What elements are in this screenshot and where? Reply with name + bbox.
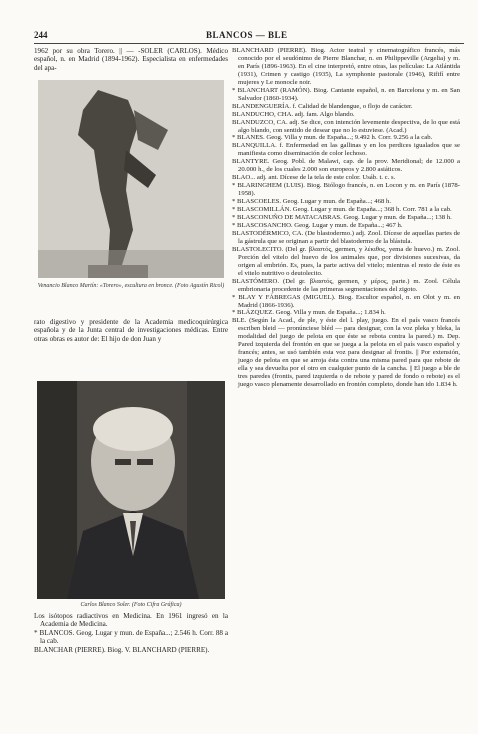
entry-blao: BLAO... adj. ant. Dícese de la tela de este color. Usáb. t. c. s. [232, 174, 396, 182]
left-middle-paragraph: rato digestivo y presidente de la Academia medicoquirúrgica española y de la Junta central de investigaciones médicas. Entre otras obras es autor de: El hijo de don Juan y [34, 318, 228, 343]
left-bottom-paragraph: Los isótopos radiactivos en Medicina. En 1961 ingresó en la Academia de Medicina. [34, 612, 228, 629]
entry-blanchart: * BLANCHART (RAMÓN). Biog. Cantante español, n. en Barcelona y m. en San Salvador (1860-1934). [232, 86, 460, 102]
running-head: BLANCOS — BLE [206, 30, 288, 40]
entry-blanducho: BLANDUCHO, CHA. adj. fam. Algo blando. [232, 110, 355, 118]
entry-blanquilla: BLANQUILLA. f. Enfermedad en las gallinas y en los perdices igualados que se manifiesta como diseminación de color lechoso. [232, 142, 460, 158]
entry-blandengueria: BLANDENGUERÍA. f. Calidad de blandengue, o flojo de carácter. [232, 102, 413, 110]
entry-blastolecito: BLASTOLECITO. (Del gr. βλαστός, germen, y λέκιθος, yema de huevo.) m. Zool. Porción del vitelo del huevo de los animales que, por divisiones sucesivas, da origen al embrión. Es, pues, la parte activa del vitelo; mientras el resto de éste es el vitelo nutritivo o deutolecito. [232, 245, 460, 277]
entry-blascomillan: * BLASCOMILLÁN. Geog. Lugar y mun. de España...; 368 h. Corr. 781 a la cab. [232, 206, 452, 214]
entry-blanchar: BLANCHAR (PIERRE). Biog. V. BLANCHARD (PIERRE). [34, 645, 210, 654]
left-column-bottom [34, 612, 228, 654]
entry-blascoeles: * BLASCOELES. Geog. Lugar y mun. de España...; 468 h. [232, 198, 391, 206]
entry-blantyre: BLANTYRE. Geog. Pobl. de Malawi, cap. de la prov. Meridional; de 12.000 a 20.000 h., de los cuales 2.000 son europeos y 2.800 asiáticos. [232, 158, 460, 174]
entry-blanduzco: BLANDUZCO, CA. adj. Se dice, con intención levemente despectiva, de lo que está algo blando, con sentido de desear que no lo estuviese. (Acad.) [232, 118, 460, 134]
entry-blaringhem: * BLARINGHEM (LUIS). Biog. Biólogo francés, n. en Locon y m. en París (1878-1958). [232, 182, 460, 198]
page-number: 244 [34, 30, 48, 40]
left-top-paragraph: 1962 por su obra Torero. || — -SOLER (CARLOS). Médico español, n. en Madrid (1894-1962). Especialista en enfermedades del apa- [34, 47, 228, 72]
page-header [0, 30, 478, 44]
entry-blazquez: * BLÁZQUEZ. Geog. Villa y mun. de España...; 1.834 h. [232, 309, 386, 317]
left-column-top [34, 47, 228, 72]
entry-blastodermico: BLASTODÉRMICO, CA. (De blastodermo.) adj. Zool. Dícese de aquellas partes de la gástrula que se originan a partir del blastodermo de la blástula. [232, 229, 460, 245]
figure-caption-2: Carlos Blanco Soler. (Foto Cifra Gráfica) [80, 602, 182, 608]
sculpture-photo [38, 80, 224, 278]
entry-blay: * BLAY Y FÁBREGAS (MIGUEL). Biog. Escultor español, n. en Olot y m. en Madrid (1866-1936). [232, 293, 460, 309]
left-column-middle [34, 318, 228, 343]
right-column [232, 47, 460, 389]
entry-ble: BLE. (Según la Acad., de ple, y éste del l. play, juego. En el país vasco francés escriben bleid — pronúnciese bléd — para designar, con la voz pleka y bleka, la modalidad del juego de pelota en que éste se rebota contra la pared.) m. Dep. Pared izquierda del frontón en que se juega a la pelota en el país vasco español y francés; antes, se usó también esta voz para designar al frontis. || Por extensión, juego de pelota en que se arroja ésta contra una misma pared para que rebote de ella y sea devuelta por el otro en cualquier punto de la cancha. || El juego a ble de tres paredes (frontis, pared izquierda o de rebote y pared de fondo o rebote) es el juego vasco plenamente desarrollado en frontón completo, donde han ido 1.834 h. [232, 317, 460, 389]
entry-blanchard: BLANCHARD (PIERRE). Biog. Actor teatral y cinematográfico francés, más conocido por el seudónimo de Pierre Blanchar, n. en Philippeville (Argelia) y m. en París (1896-1963). En el cine interpretó, entre otras, las películas: La Atlántida (1931), Crimen y castigo (1935), La symphonie pastorale (1946), Rififí entre mujeres y Le monocle noir. [232, 47, 460, 86]
entry-blasconuno: * BLASCONUÑO DE MATACABRAS. Geog. Lugar y mun. de España...; 138 h. [232, 214, 452, 222]
entry-blancos: * BLANCOS. Geog. Lugar y mun. de España...; 2.546 h. Corr. 88 a la cab. [34, 628, 228, 646]
entry-blastomero: BLASTÓMERO. (Del gr. βλαστός, germen, y μέρος, parte.) m. Zool. Célula embrionaria procedente de las primeras segmentaciones del zigoto. [232, 277, 460, 293]
portrait-image [37, 381, 225, 599]
entry-blanes: * BLANES. Geog. Villa y mun. de España...; 9.492 h. Corr. 9.256 a la cab. [232, 134, 433, 142]
header-rule [34, 43, 464, 44]
portrait-photo [37, 381, 225, 599]
figure-caption-1: Venancio Blanco Martín: «Torero», escultura en bronce. (Foto Agustín Ricol) [37, 283, 225, 289]
sculpture-image [38, 80, 224, 278]
entry-blascosancho: * BLASCOSANCHO. Geog. Lugar y mun. de España...; 467 h. [232, 221, 403, 229]
